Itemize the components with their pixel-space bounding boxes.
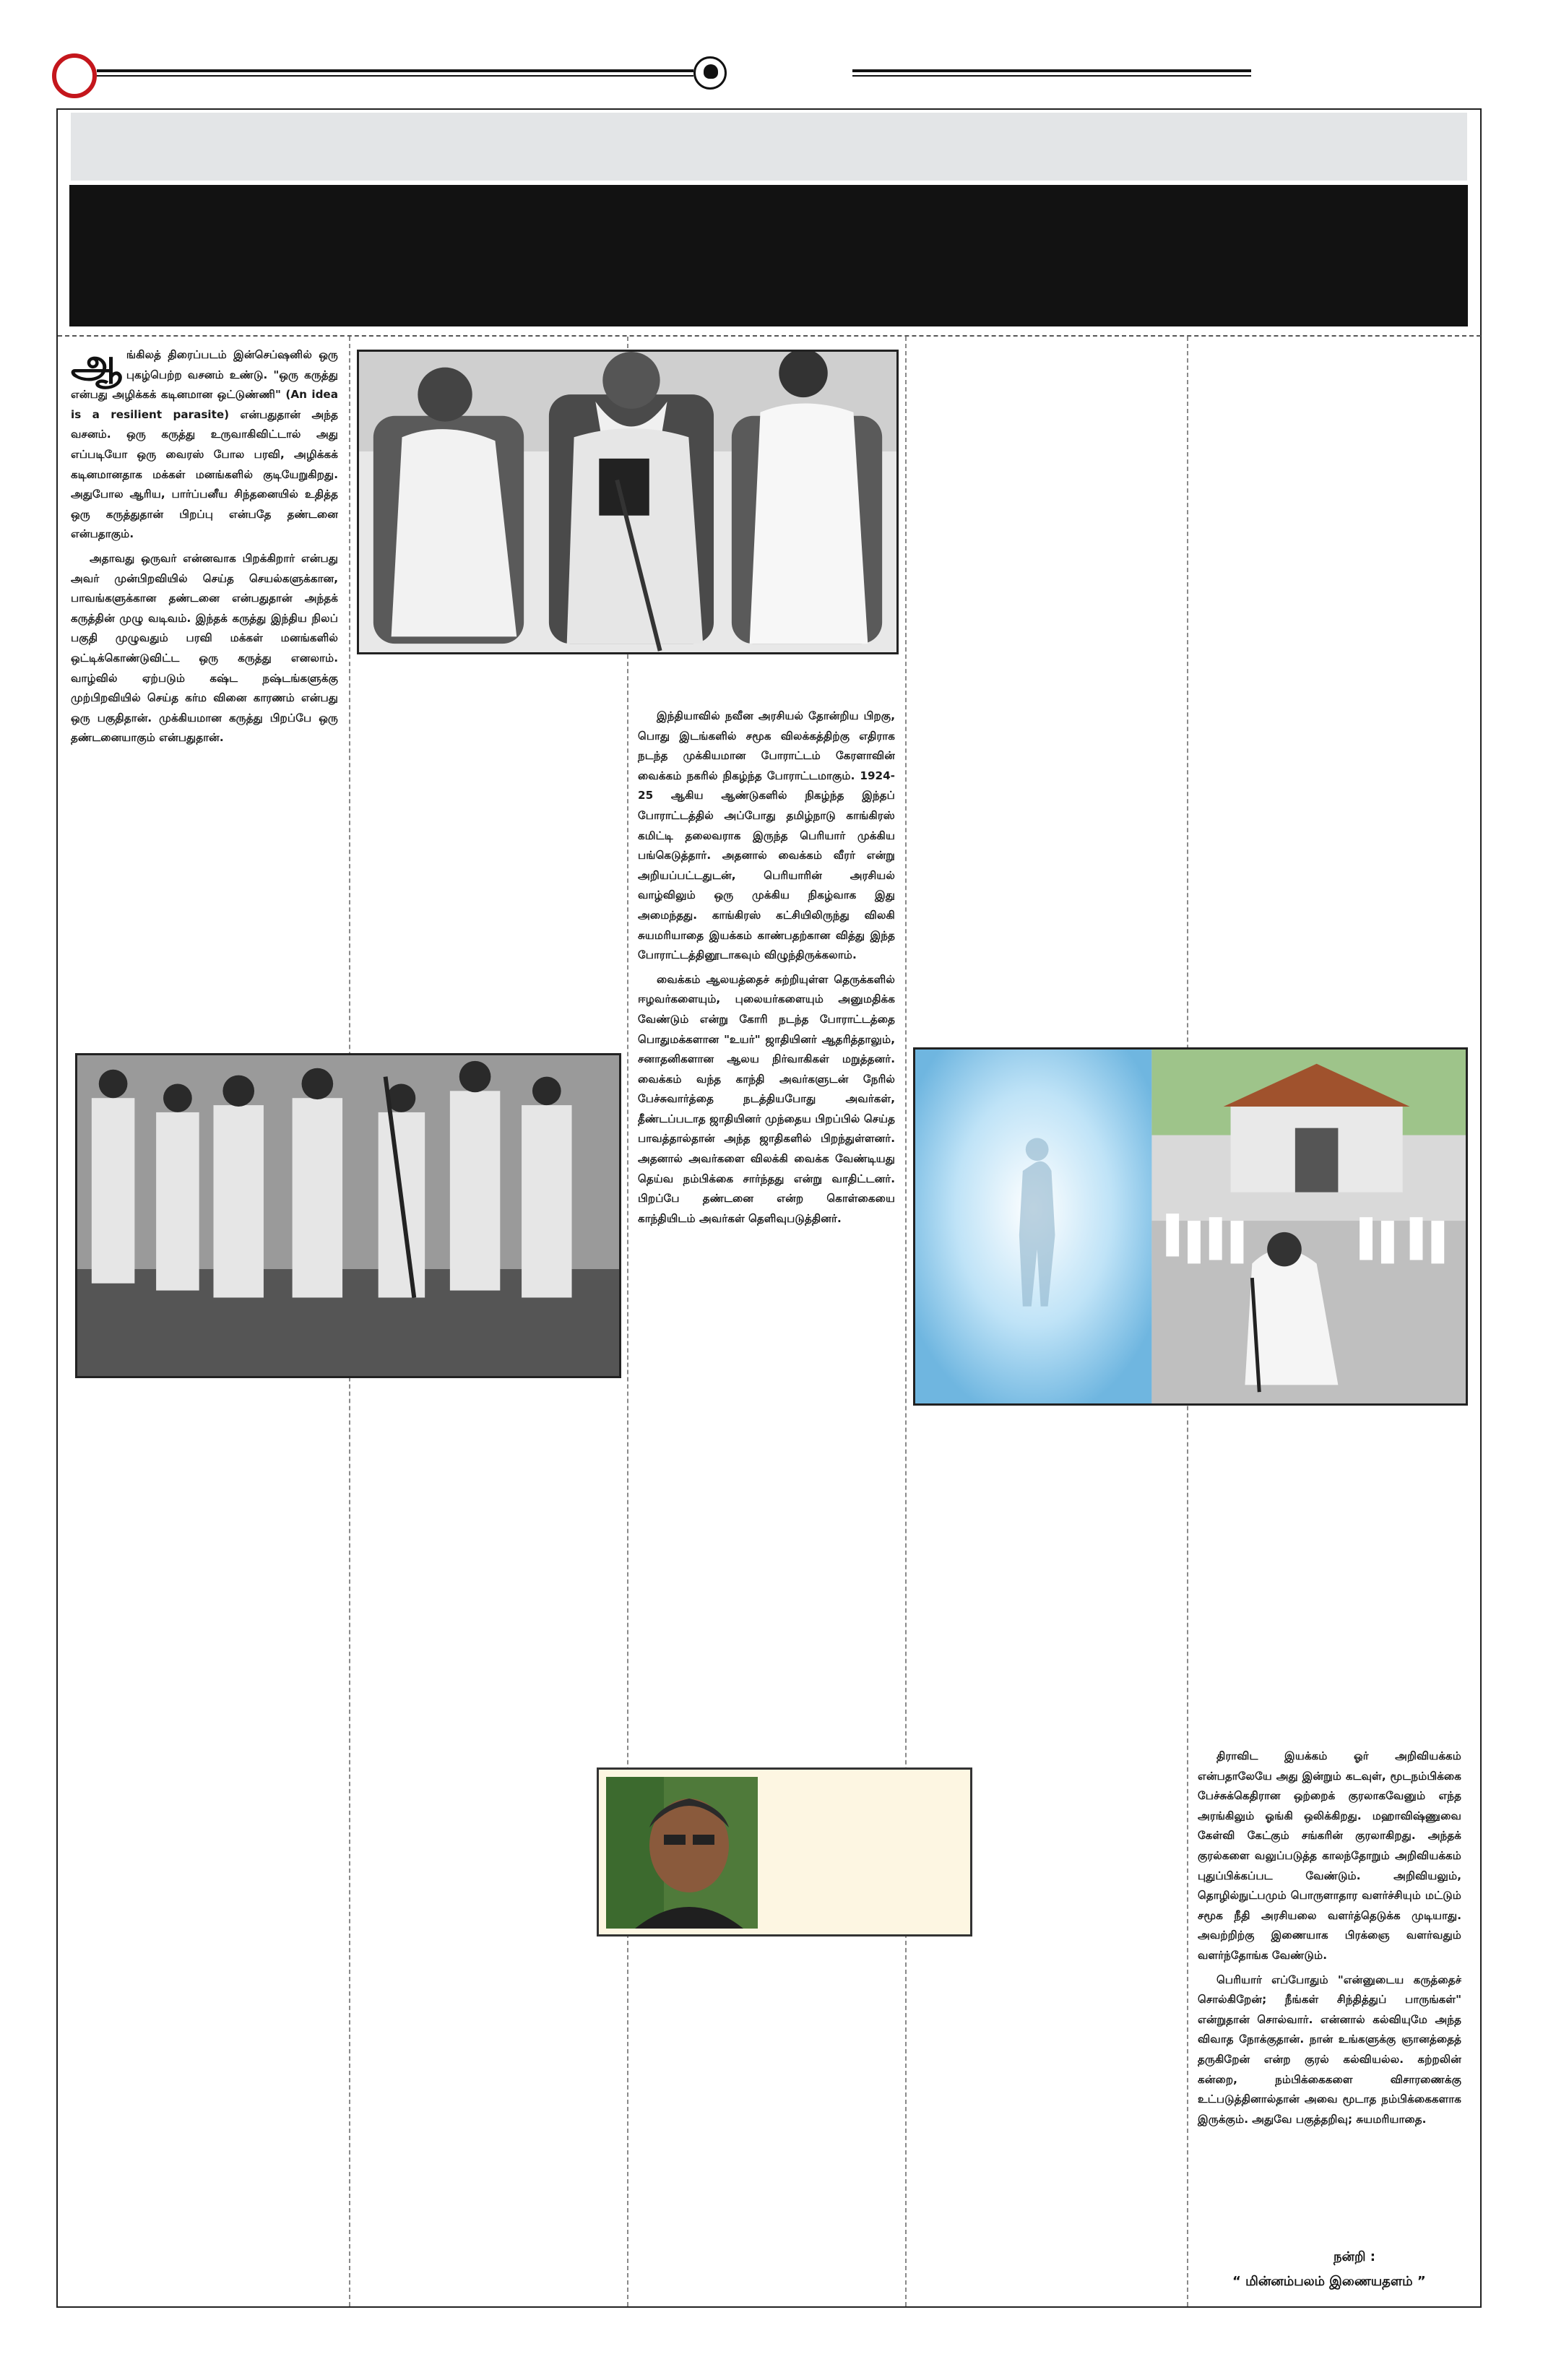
- header-divider: [58, 335, 1481, 337]
- vaikom-temple-photo: [913, 1047, 1468, 1406]
- author-box: [597, 1767, 972, 1937]
- credit-label: நன்றி :: [1334, 2249, 1375, 2264]
- author-portrait-photo: [606, 1777, 758, 1929]
- headline-band: [69, 185, 1468, 326]
- column-5-text: [1198, 1747, 1461, 2134]
- elephant-emblem-icon: [693, 56, 727, 90]
- paragraph: வைக்கம் ஆலயத்தைச் சுற்றியுள்ள தெருக்களில் ஈழவர்களையும், புலையர்களையும் அனுமதிக்க வேண்டும் என்று கோரி நடந்த போராட்டத்தை பொதுமக்களான "உயர்" ஜாதியினர் ஆதரித்தாலும், சனாதனிகளான ஆலய நிர்வாகிகள் மறுத்தனர். வைக்கம் வந்த காந்தி அவர்களுடன் நேரில் பேச்சுவார்த்தை நடத்தியபோது அவர்கள், தீண்டப்படாத ஜாதியினர் முந்தைய பிறப்பில் செய்த பாவத்தால்தான் அந்த ஜாதிகளில் பிறந்துள்ளனர். அதனால் அவர்களை விலக்கி வைக்க வேண்டியது தெய்வ நம்பிக்கை சார்ந்தது என்று வாதிட்டனர். பிறப்பே தண்டனை என்ற கொள்கையை காந்தியிடம் அவர்கள் தெளிவுபடுத்தினர்.: [638, 972, 895, 1225]
- column-divider: [905, 337, 907, 2306]
- paragraph: பெரியார் எப்போதும் "என்னுடைய கருத்தைச் சொல்கிறேன்; நீங்கள் சிந்தித்துப் பாருங்கள்" என்றுதான் சொல்வார். என்னால் கல்வியுமே அந்த விவாத நோக்குதான். நான் உங்களுக்கு ஞானத்தைத் தருகிறேன் என்ற குரல் கல்வியல்ல. கற்றலின் கன்றை, நம்பிக்கைகளை விசாரணைக்கு உட்படுத்தினால்தான் அவை மூடாத நம்பிக்கைகளாக இருக்கும். அதுவே பகுத்தறிவு; சுயமரியாதை.: [1198, 1973, 1461, 2126]
- gandhi-march-photo: [75, 1053, 621, 1378]
- header-rule-right: [852, 69, 1251, 77]
- drop-cap: ஆ: [71, 340, 122, 387]
- kicker-band: [71, 113, 1467, 181]
- column-3-text: [638, 706, 895, 1233]
- paragraph: இந்தியாவில் நவீன அரசியல் தோன்றிய பிறகு, பொது இடங்களில் சமூக விலக்கத்திற்கு எதிராக நடந்த முக்கியமான போராட்டம் கேரளாவின் வைக்கம் நகரில் நிகழ்ந்த போராட்டமாகும். 1924-25 ஆகிய ஆண்டுகளில் நிகழ்ந்த இந்தப் போராட்டத்தில் அப்போது தமிழ்நாடு காங்கிரஸ் கமிட்டி தலைவராக இருந்த பெரியார் முக்கிய பங்கெடுத்தார். அதனால் வைக்கம் வீரர் என்று அறியப்பட்டதுடன், பெரியாரின் அரசியல் வாழ்விலும் ஒரு முக்கிய நிகழ்வாக இது அமைந்தது. காங்கிரஸ் கட்சியிலிருந்து விலகி சுயமரியாதை இயக்கம் காண்பதற்கான வித்து இந்த போராட்டத்தினூடாகவும் விழுந்திருக்கலாம்.: [638, 709, 895, 962]
- header-rule-left: [97, 69, 693, 77]
- paragraph: அதாவது ஒருவர் என்னவாக பிறக்கிறார் என்பது அவர் முன்பிறவியில் செய்த செயல்களுக்கான, பாவங்களுக்கான தண்டனை என்பதுதான் அந்தக் கருத்தின் முழு வடிவம். இந்தக் கருத்து இந்திய நிலப் பகுதி முழுவதும் பரவி மக்கள் மனங்களில் ஒட்டிக்கொண்டுவிட்ட ஒரு கருத்து எனலாம். வாழ்வில் ஏற்படும் கஷ்ட நஷ்டங்களுக்கு முற்பிறவியில் செய்த கர்ம வினை காரணம் என்பது ஒரு பகுதிதான். முக்கியமான கருத்து பிறப்பே ஒரு தண்டனையாகும் என்பதுதான்.: [71, 551, 338, 745]
- paragraph: திராவிட இயக்கம் ஓர் அறிவியக்கம் என்பதாலேயே அது இன்றும் கடவுள், மூடநம்பிக்கை பேச்சுக்கெதிரான ஒற்றைக் குரலாகவேனும் எந்த அரங்கிலும் ஓங்கி ஒலிக்கிறது. மஹாவிஷ்ணுவை கேள்வி கேட்கும் சங்கரின் குரலாகிறது. அந்தக் குரல்களை வலுப்படுத்த காலந்தோறும் அறிவியக்கம் புதுப்பிக்கப்பட வேண்டும். அறிவியலும், தொழில்நுட்பமும் பொருளாதார வளர்ச்சியும் மட்டும் சமூக நீதி அரசியலை வளர்த்தெடுக்க முடியாது. அவற்றிற்கு இணையாக பிரக்ஞை வளர்வதும் வளர்ந்தோங்க வேண்டும்.: [1198, 1749, 1461, 1962]
- leaders-seated-photo: [357, 350, 899, 654]
- credit-source: “ மின்னம்பலம் இணையதளம் ”: [1232, 2274, 1426, 2289]
- column-1-text: [71, 340, 338, 753]
- page-number-circle: [52, 53, 97, 98]
- paragraph: ங்கிலத் திரைப்படம் இன்செப்ஷனில் ஒரு புகழ்பெற்ற வசனம் உண்டு. "ஒரு கருத்து என்பது அழிக்கக் கடினமான ஒட்டுண்ணி" (An idea is a resilient parasite) என்பதுதான் அந்த வசனம். ஒரு கருத்து உருவாகிவிட்டால் அது எப்படியோ ஒரு வைரஸ் போல பரவி, அழிக்கக் கடினமானதாக மக்கள் மனங்களில் குடியேறுகிறது. அதுபோல ஆரிய, பார்ப்பனீய சிந்தனையில் உதித்த ஒரு கருத்துதான் பிறப்பு என்பதே தண்டனை என்பதாகும்.: [71, 348, 338, 541]
